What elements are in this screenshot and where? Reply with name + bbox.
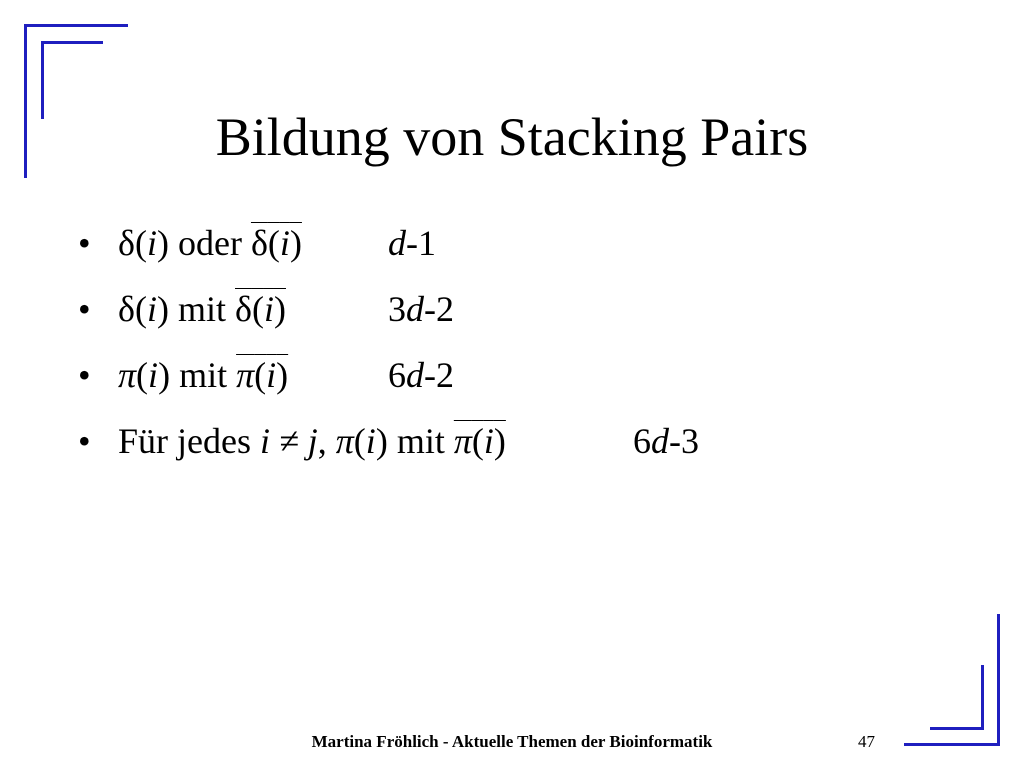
paren-close: ): [375, 421, 388, 461]
bullet-expression: [118, 284, 286, 334]
variable-i: i: [263, 289, 274, 329]
condition: i ≠ j: [259, 421, 318, 461]
overlined-term: [454, 421, 506, 461]
corner-decoration-top-left-inner-h: [41, 41, 103, 44]
paren-close: ): [493, 421, 506, 461]
bullet-expression: [118, 350, 288, 400]
slide-title: Bildung von Stacking Pairs: [215, 107, 809, 167]
bullet-count: [388, 350, 454, 400]
coefficient: 6: [388, 355, 406, 395]
variable-i: i: [146, 289, 157, 329]
bullet-count: [388, 218, 436, 268]
paren-open: (: [471, 421, 484, 461]
coefficient: 6: [633, 421, 651, 461]
coefficient: 3: [388, 289, 406, 329]
bullet-marker: •: [78, 289, 91, 329]
paren-open: (: [134, 289, 147, 329]
paren-open: (: [353, 421, 366, 461]
paren-close: ): [156, 289, 169, 329]
paren-close: ): [289, 223, 302, 263]
overlined-term: [236, 355, 288, 395]
prefix-text: Für jedes: [118, 421, 260, 461]
variable-i: i: [279, 223, 290, 263]
bullet-count: [388, 284, 454, 334]
bullet-expression: [118, 416, 506, 466]
pi-symbol: π: [335, 421, 354, 461]
comma: ,: [317, 421, 336, 461]
variable-i: i: [146, 223, 157, 263]
delta-symbol: δ: [118, 289, 135, 329]
variable-i: i: [266, 355, 277, 395]
connector-word: oder: [168, 223, 251, 263]
count-tail: -3: [669, 421, 699, 461]
bullet-count: [633, 416, 699, 466]
variable-d: d: [651, 421, 669, 461]
count-tail: -2: [424, 355, 454, 395]
paren-open: (: [136, 355, 149, 395]
bullet-marker: •: [78, 421, 91, 461]
delta-symbol: δ: [118, 223, 135, 263]
paren-close: ): [273, 289, 286, 329]
delta-symbol: δ: [250, 223, 268, 263]
bullet-expression: [118, 218, 302, 268]
variable-i: i: [365, 421, 376, 461]
delta-symbol: δ: [235, 289, 252, 329]
connector-word: mit: [168, 289, 235, 329]
page-number: 47: [858, 732, 875, 751]
count-tail: -2: [424, 289, 454, 329]
paren-close: ): [158, 355, 171, 395]
paren-open: (: [134, 223, 147, 263]
paren-open: (: [251, 289, 264, 329]
paren-open: (: [267, 223, 280, 263]
pi-symbol: π: [236, 355, 255, 395]
bullet-marker: •: [78, 355, 91, 395]
pi-symbol: π: [453, 421, 472, 461]
variable-d: d: [406, 289, 424, 329]
bullet-marker: •: [78, 223, 91, 263]
variable-i: i: [483, 421, 494, 461]
overlined-term: [235, 289, 286, 329]
paren-open: (: [254, 355, 267, 395]
variable-d: d: [406, 355, 424, 395]
variable-d: d: [388, 223, 406, 263]
corner-decoration-bottom-right-inner-v: [981, 665, 984, 730]
paren-close: ): [156, 223, 169, 263]
overlined-term: [251, 223, 302, 263]
paren-close: ): [276, 355, 289, 395]
footer-text: Martina Fröhlich - Aktuelle Themen der Bioinformatik: [311, 732, 713, 751]
corner-decoration-top-left-outer-h: [24, 24, 128, 27]
variable-i: i: [148, 355, 159, 395]
count-tail: -1: [406, 223, 436, 263]
pi-symbol: π: [118, 355, 137, 395]
corner-decoration-bottom-right-outer-v: [997, 614, 1000, 746]
connector-word: mit: [387, 421, 454, 461]
connector-word: mit: [170, 355, 237, 395]
